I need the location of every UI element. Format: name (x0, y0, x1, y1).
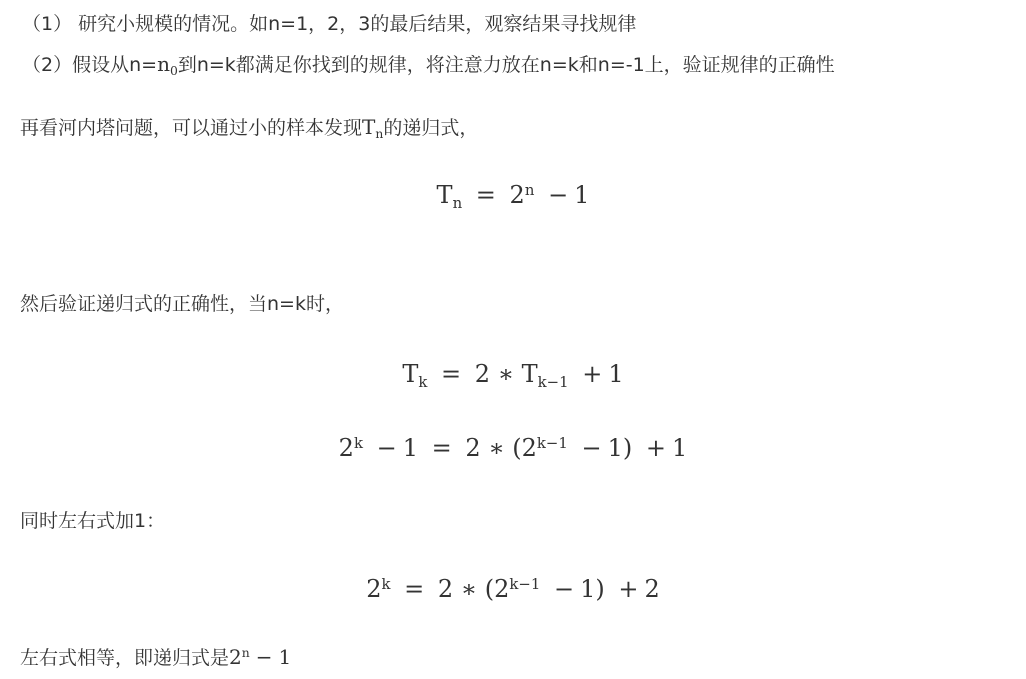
verify-text-content: 然后验证递归式的正确性，当n=k时， (20, 293, 344, 315)
formula-tk-two: 2 (474, 360, 491, 388)
step-2-text (22, 51, 835, 78)
step-2-prefix: （2）假设从n= (22, 54, 158, 76)
formula-verify-minus: − (376, 434, 397, 462)
formula-verify-inner-exp: k−1 (536, 433, 568, 452)
step-1-label: （1） 研究小规模的情况。如n=1，2，3的最后结果，观察结果寻找规律 (22, 13, 637, 35)
hanoi-intro-t: T (362, 115, 376, 139)
step-2-n: n (157, 52, 170, 76)
formula-verify-inner-base: 2 (521, 434, 537, 462)
hanoi-intro (20, 114, 478, 141)
formula-tk-t: T (521, 360, 538, 388)
formula-verify-eq: = (431, 434, 452, 462)
formula-tk-plus: + (582, 360, 603, 388)
conclusion-exp: n (241, 645, 250, 661)
formula-add-one-two: 2 (437, 575, 454, 603)
conclusion-prefix: 左右式相等，即递归式是 (20, 647, 230, 669)
formula-verify-lparen: ( (512, 434, 522, 462)
conclusion-text (20, 644, 291, 671)
formula-tn-lhs-sub: n (452, 193, 463, 212)
formula-verify-inner-one: 1 (607, 434, 623, 462)
formula-add-one-plus: + (618, 575, 639, 603)
add-one-text (20, 508, 165, 534)
formula-verify-exp: k (353, 433, 363, 452)
formula-tn-eq: = (475, 181, 496, 209)
formula-add-one-rparen: ) (595, 575, 605, 603)
formula-verify-base: 2 (338, 434, 354, 462)
conclusion-formula (229, 645, 291, 669)
step-1-text (22, 11, 636, 37)
formula-tk-one: 1 (608, 360, 624, 388)
formula-add-one (0, 573, 1026, 605)
formula-verify-rparen: ) (622, 434, 633, 462)
add-one-text-content: 同时左右式加1： (20, 510, 166, 532)
step-2-n-subscript: 0 (169, 62, 178, 78)
formula-verify-plus: + (645, 434, 667, 462)
formula-verify-two: 2 (465, 434, 481, 462)
formula-tk-eq: = (441, 360, 462, 388)
formula-tk-star: ∗ (497, 360, 514, 388)
conclusion-base: 2 (229, 645, 242, 669)
formula-add-one-tail: 2 (644, 575, 660, 603)
formula-add-one-base: 2 (366, 575, 382, 603)
step-2-n-symbol (157, 52, 178, 76)
formula-add-one-lparen: ( (484, 575, 495, 603)
formula-add-one-eq: = (404, 575, 425, 603)
formula-add-one-inner-base: 2 (494, 575, 510, 603)
formula-verify-tail: 1 (672, 434, 688, 462)
formula-add-one-inner-one: 1 (580, 575, 596, 603)
formula-add-one-inner-minus: − (554, 575, 575, 603)
formula-verify-inner-minus: − (581, 434, 602, 462)
formula-add-one-exp: k (381, 574, 391, 593)
formula-tk-lhs-sub: k (418, 372, 428, 391)
conclusion-one: 1 (278, 645, 292, 669)
hanoi-intro-t-subscript: n (375, 125, 384, 141)
formula-tn (0, 179, 1026, 211)
hanoi-intro-suffix: 的递归式， (383, 117, 479, 139)
formula-verify-star: ∗ (488, 434, 505, 462)
formula-add-one-inner-exp: k−1 (509, 574, 541, 593)
formula-tn-lhs: T (436, 181, 453, 209)
formula-tn-exp: n (524, 180, 535, 199)
formula-verify-one: 1 (402, 434, 418, 462)
hanoi-intro-prefix: 再看河内塔问题，可以通过小的样本发现 (20, 117, 363, 139)
formula-verify (0, 432, 1026, 464)
formula-tk-t-sub: k−1 (537, 372, 569, 391)
conclusion-minus: − (255, 645, 273, 669)
step-2-suffix: 到n=k都满足你找到的规律，将注意力放在n=k和n=-1上，验证规律的正确性 (177, 54, 835, 76)
formula-tn-base: 2 (509, 181, 525, 209)
verify-text (20, 291, 344, 317)
formula-tk (0, 358, 1026, 390)
formula-tn-one: 1 (574, 181, 590, 209)
hanoi-intro-t-symbol (362, 115, 383, 139)
formula-tn-minus: − (548, 181, 569, 209)
formula-add-one-star: ∗ (460, 575, 478, 603)
formula-tk-lhs: T (402, 360, 419, 388)
